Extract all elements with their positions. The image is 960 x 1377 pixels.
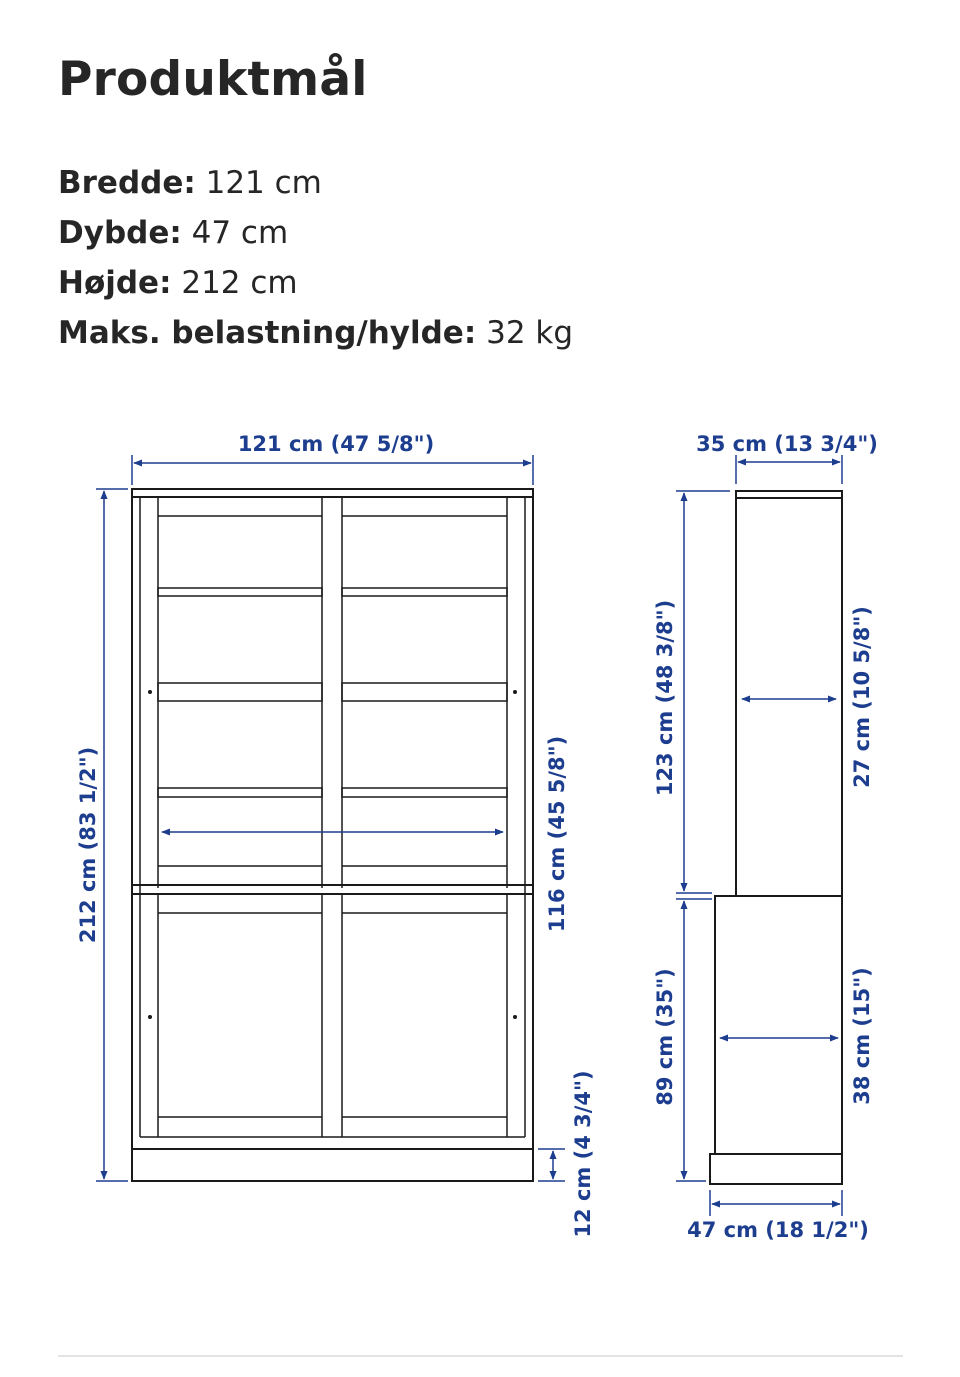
front-width-label: 121 cm (47 5/8")	[237, 432, 435, 456]
side-total-depth-label: 47 cm (18 1/2")	[687, 1218, 869, 1242]
spec-max-load-value: 32 kg	[486, 315, 574, 351]
spec-max-load-label: Maks. belastning/hylde:	[58, 315, 477, 351]
side-dimensions	[676, 455, 842, 1216]
spec-depth-label: Dybde:	[58, 215, 182, 251]
side-top-height-label: 123 cm (48 3/8")	[653, 599, 677, 797]
spec-height-label: Højde:	[58, 265, 172, 301]
divider	[58, 1355, 903, 1357]
inner-width-label: 116 cm (45 5/8")	[545, 735, 569, 933]
side-view	[710, 491, 842, 1184]
side-top-width-label: 35 cm (13 3/4")	[696, 432, 878, 456]
spec-depth-value: 47 cm	[191, 215, 289, 251]
spec-height-value: 212 cm	[181, 265, 298, 301]
side-top-inner-depth-label: 27 cm (10 5/8")	[850, 606, 874, 788]
front-dimensions	[96, 455, 565, 1181]
side-bottom-height-label: 89 cm (35")	[653, 968, 677, 1106]
side-bottom-inner-depth-label: 38 cm (15")	[850, 967, 874, 1105]
front-view	[132, 489, 533, 1181]
spec-width-label: Bredde:	[58, 165, 196, 201]
spec-width-value: 121 cm	[205, 165, 322, 201]
page-title: Produktmål	[58, 52, 368, 107]
plinth-height-label: 12 cm (4 3/4")	[571, 1070, 595, 1238]
front-height-label: 212 cm (83 1/2")	[76, 746, 100, 944]
